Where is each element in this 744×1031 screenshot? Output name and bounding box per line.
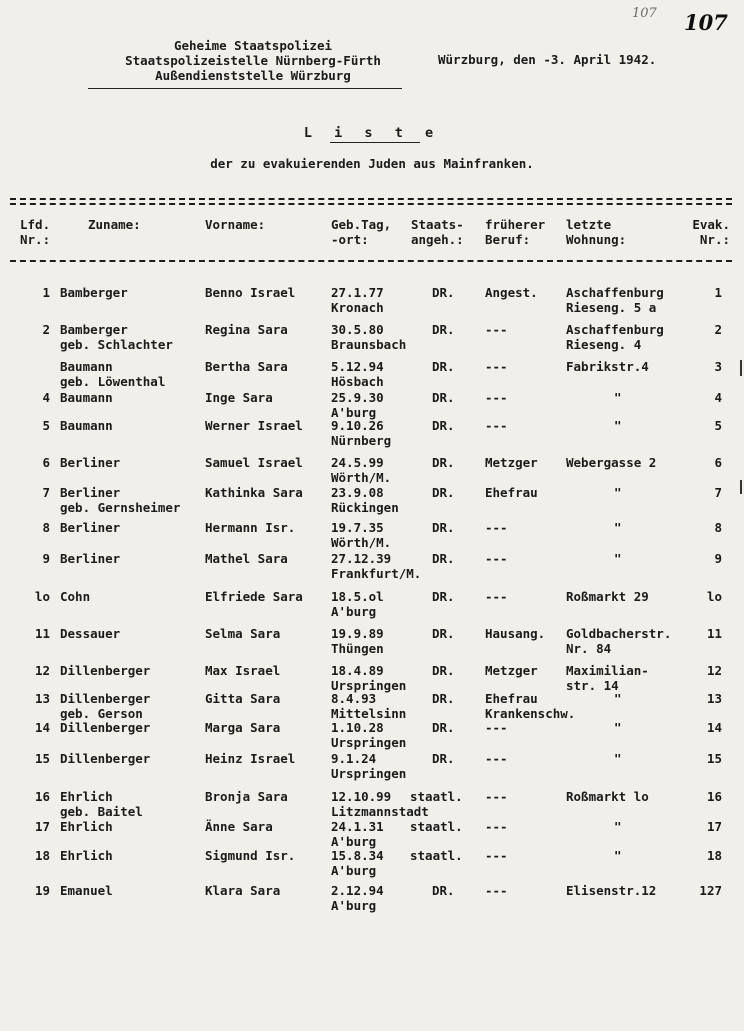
authority-line-3: Außendienststelle Würzburg: [155, 68, 351, 83]
evacuation-number: 4: [714, 390, 722, 405]
evacuation-number: 6: [714, 455, 722, 470]
birth-date-place: 15.8.34: [331, 848, 384, 863]
surname: geb. Gerson: [60, 706, 143, 721]
last-address: Webergasse 2: [566, 455, 657, 470]
firstname: Gitta Sara: [205, 691, 281, 706]
birth-date-place: Frankfurt/M.: [331, 566, 422, 581]
row-number: 4: [42, 390, 50, 405]
citizenship: DR.: [432, 626, 455, 641]
citizenship: DR.: [432, 551, 455, 566]
last-address: ": [614, 418, 622, 433]
birth-date-place: Urspringen: [331, 735, 407, 750]
birth-date-place: 30.5.80: [331, 322, 384, 337]
last-address: Elisenstr.12: [566, 883, 657, 898]
profession: ---: [485, 789, 508, 804]
surname: Ehrlich: [60, 848, 113, 863]
citizenship: DR.: [432, 359, 455, 374]
surname: geb. Baitel: [60, 804, 143, 819]
evacuation-number: 11: [706, 626, 722, 641]
evacuation-number: 9: [714, 551, 722, 566]
birth-date-place: Kronach: [331, 300, 384, 315]
row-number: 15: [34, 751, 50, 766]
profession: ---: [485, 883, 508, 898]
last-address: str. 14: [566, 678, 619, 693]
profession: Ehefrau: [485, 485, 538, 500]
row-number: 6: [42, 455, 50, 470]
last-address: Rieseng. 5 a: [566, 300, 657, 315]
birth-date-place: A'burg: [331, 405, 377, 420]
profession: ---: [485, 848, 508, 863]
evacuation-number: 13: [706, 691, 722, 706]
last-address: ": [614, 390, 622, 405]
column-header-nr: Nr.:: [20, 232, 51, 247]
citizenship: DR.: [432, 691, 455, 706]
profession: ---: [485, 589, 508, 604]
column-header-nr: Lfd.: [20, 217, 51, 232]
ink-page-number: 107: [684, 10, 728, 35]
birth-date-place: 19.7.35: [331, 520, 384, 535]
profession: ---: [485, 418, 508, 433]
column-header-citizenship: angeh.:: [411, 232, 464, 247]
birth-date-place: A'burg: [331, 834, 377, 849]
firstname: Inge Sara: [205, 390, 273, 405]
surname: Baumann: [60, 359, 113, 374]
profession: Ehefrau: [485, 691, 538, 706]
birth-date-place: 23.9.08: [331, 485, 384, 500]
last-address: Rieseng. 4: [566, 337, 642, 352]
birth-date-place: 24.1.31: [331, 819, 384, 834]
row-number: 17: [34, 819, 50, 834]
citizenship: DR.: [432, 285, 455, 300]
surname: Ehrlich: [60, 789, 113, 804]
evacuation-number: 5: [714, 418, 722, 433]
birth-date-place: A'burg: [331, 898, 377, 913]
birth-date-place: Rückingen: [331, 500, 399, 515]
profession: ---: [485, 520, 508, 535]
citizenship: DR.: [432, 390, 455, 405]
firstname: Bronja Sara: [205, 789, 288, 804]
row-number: 1: [42, 285, 50, 300]
evacuation-number: 16: [706, 789, 722, 804]
birth-date-place: Hösbach: [331, 374, 384, 389]
firstname: Sigmund Isr.: [205, 848, 296, 863]
evacuation-number: 18: [706, 848, 722, 863]
last-address: ": [614, 720, 622, 735]
evacuation-number: lo: [706, 589, 722, 604]
birth-date-place: 18.5.ol: [331, 589, 384, 604]
top-rule: [10, 198, 732, 200]
top-rule-second: [10, 203, 732, 205]
firstname: Samuel Israel: [205, 455, 303, 470]
column-header-birth: -ort:: [331, 232, 369, 247]
firstname: Kathinka Sara: [205, 485, 303, 500]
birth-date-place: 9.1.24: [331, 751, 377, 766]
surname: Dillenberger: [60, 691, 151, 706]
evacuation-number: 8: [714, 520, 722, 535]
citizenship: DR.: [432, 485, 455, 500]
surname: Berliner: [60, 520, 121, 535]
surname: Dillenberger: [60, 720, 151, 735]
column-header-birth: Geb.Tag,: [331, 217, 392, 232]
profession: ---: [485, 551, 508, 566]
citizenship: DR.: [432, 720, 455, 735]
row-number: 9: [42, 551, 50, 566]
row-number: lo: [34, 589, 50, 604]
birth-date-place: 12.10.99: [331, 789, 392, 804]
column-header-address: Wohnung:: [566, 232, 627, 247]
firstname: Marga Sara: [205, 720, 281, 735]
row-number: 11: [34, 626, 50, 641]
firstname: Heinz Israel: [205, 751, 296, 766]
citizenship: DR.: [432, 663, 455, 678]
citizenship: DR.: [432, 418, 455, 433]
last-address: ": [614, 485, 622, 500]
margin-mark: [740, 360, 742, 376]
column-header-evak: Nr.:: [699, 232, 730, 247]
firstname: Bertha Sara: [205, 359, 288, 374]
citizenship: DR.: [432, 455, 455, 470]
row-number: 8: [42, 520, 50, 535]
evacuation-number: 14: [706, 720, 722, 735]
surname: geb. Gernsheimer: [60, 500, 181, 515]
surname: Dessauer: [60, 626, 121, 641]
birth-date-place: Urspringen: [331, 766, 407, 781]
profession: Metzger: [485, 455, 538, 470]
firstname: Hermann Isr.: [205, 520, 296, 535]
birth-date-place: 25.9.30: [331, 390, 384, 405]
surname: Berliner: [60, 485, 121, 500]
evacuation-number: 17: [706, 819, 722, 834]
surname: Dillenberger: [60, 751, 151, 766]
pencil-page-number: 107: [632, 6, 657, 21]
birth-date-place: A'burg: [331, 863, 377, 878]
birth-date-place: 24.5.99: [331, 455, 384, 470]
row-number: 5: [42, 418, 50, 433]
surname: Berliner: [60, 455, 121, 470]
evacuation-number: 3: [714, 359, 722, 374]
surname: Dillenberger: [60, 663, 151, 678]
last-address: ": [614, 848, 622, 863]
citizenship: staatl.: [410, 789, 463, 804]
row-number: 7: [42, 485, 50, 500]
firstname: Werner Israel: [205, 418, 303, 433]
issuing-authority: [88, 38, 418, 83]
evacuation-number: 2: [714, 322, 722, 337]
surname: Berliner: [60, 551, 121, 566]
birth-date-place: Braunsbach: [331, 337, 407, 352]
last-address: Goldbacherstr.: [566, 626, 672, 641]
birth-date-place: 8.4.93: [331, 691, 377, 706]
birth-date-place: 9.10.26: [331, 418, 384, 433]
authority-line-2: Staatspolizeistelle Nürnberg-Fürth: [125, 53, 381, 68]
surname: Emanuel: [60, 883, 113, 898]
citizenship: DR.: [432, 322, 455, 337]
birth-date-place: 5.12.94: [331, 359, 384, 374]
birth-date-place: 1.10.28: [331, 720, 384, 735]
birth-date-place: Urspringen: [331, 678, 407, 693]
margin-mark: [740, 480, 742, 494]
firstname: Elfriede Sara: [205, 589, 303, 604]
last-address: ": [614, 520, 622, 535]
evacuation-number: 127: [699, 883, 722, 898]
last-address: Fabrikstr.4: [566, 359, 649, 374]
last-address: ": [614, 819, 622, 834]
place-date: Würzburg, den -3. April 1942.: [438, 52, 657, 67]
evacuation-number: 12: [706, 663, 722, 678]
citizenship: DR.: [432, 751, 455, 766]
row-number: 19: [34, 883, 50, 898]
column-header-citizenship: Staats-: [411, 217, 464, 232]
evacuation-number: 15: [706, 751, 722, 766]
last-address: ": [614, 751, 622, 766]
column-header-profession: früherer: [485, 217, 546, 232]
document-subtitle: der zu evakuierenden Juden aus Mainfranken.: [210, 156, 534, 171]
document-title: L i s t e: [303, 125, 441, 141]
title-underline: [330, 142, 420, 143]
last-address: Maximilian-: [566, 663, 649, 678]
row-number: 18: [34, 848, 50, 863]
profession: Hausang.: [485, 626, 546, 641]
firstname: Klara Sara: [205, 883, 281, 898]
citizenship: DR.: [432, 883, 455, 898]
header-rule: [10, 260, 732, 262]
profession: Metzger: [485, 663, 538, 678]
evacuation-number: 7: [714, 485, 722, 500]
authority-underline: [88, 88, 402, 89]
profession: ---: [485, 819, 508, 834]
profession: Krankenschw.: [485, 706, 576, 721]
column-header-profession: Beruf:: [485, 232, 531, 247]
surname: geb. Schlachter: [60, 337, 173, 352]
column-header-evak: Evak.: [692, 217, 730, 232]
surname: Bamberger: [60, 322, 128, 337]
profession: ---: [485, 322, 508, 337]
firstname: Max Israel: [205, 663, 281, 678]
column-header-surname: Zuname:: [88, 217, 141, 232]
citizenship: DR.: [432, 589, 455, 604]
citizenship: DR.: [432, 520, 455, 535]
surname: Bamberger: [60, 285, 128, 300]
surname: Baumann: [60, 418, 113, 433]
row-number: 12: [34, 663, 50, 678]
last-address: Aschaffenburg: [566, 285, 664, 300]
last-address: Roßmarkt 29: [566, 589, 649, 604]
citizenship: staatl.: [410, 848, 463, 863]
profession: ---: [485, 720, 508, 735]
birth-date-place: Litzmannstadt: [331, 804, 429, 819]
birth-date-place: A'burg: [331, 604, 377, 619]
last-address: Nr. 84: [566, 641, 612, 656]
firstname: Änne Sara: [205, 819, 273, 834]
birth-date-place: Thüngen: [331, 641, 384, 656]
citizenship: staatl.: [410, 819, 463, 834]
column-header-address: letzte: [566, 217, 612, 232]
surname: geb. Löwenthal: [60, 374, 166, 389]
surname: Ehrlich: [60, 819, 113, 834]
birth-date-place: 27.1.77: [331, 285, 384, 300]
birth-date-place: 18.4.89: [331, 663, 384, 678]
row-number: 16: [34, 789, 50, 804]
last-address: Aschaffenburg: [566, 322, 664, 337]
birth-date-place: 19.9.89: [331, 626, 384, 641]
birth-date-place: Wörth/M.: [331, 535, 392, 550]
row-number: 2: [42, 322, 50, 337]
birth-date-place: 2.12.94: [331, 883, 384, 898]
firstname: Mathel Sara: [205, 551, 288, 566]
birth-date-place: 27.12.39: [331, 551, 392, 566]
firstname: Benno Israel: [205, 285, 296, 300]
profession: ---: [485, 359, 508, 374]
profession: ---: [485, 390, 508, 405]
evacuation-number: 1: [714, 285, 722, 300]
column-header-firstname: Vorname:: [205, 217, 266, 232]
row-number: 14: [34, 720, 50, 735]
birth-date-place: Mittelsinn: [331, 706, 407, 721]
surname: Baumann: [60, 390, 113, 405]
profession: ---: [485, 751, 508, 766]
last-address: ": [614, 551, 622, 566]
surname: Cohn: [60, 589, 91, 604]
firstname: Regina Sara: [205, 322, 288, 337]
profession: Angest.: [485, 285, 538, 300]
authority-line-1: Geheime Staatspolizei: [173, 38, 333, 53]
last-address: Roßmarkt lo: [566, 789, 649, 804]
last-address: ": [614, 691, 622, 706]
row-number: 13: [34, 691, 50, 706]
birth-date-place: Nürnberg: [331, 433, 392, 448]
birth-date-place: Wörth/M.: [331, 470, 392, 485]
firstname: Selma Sara: [205, 626, 281, 641]
